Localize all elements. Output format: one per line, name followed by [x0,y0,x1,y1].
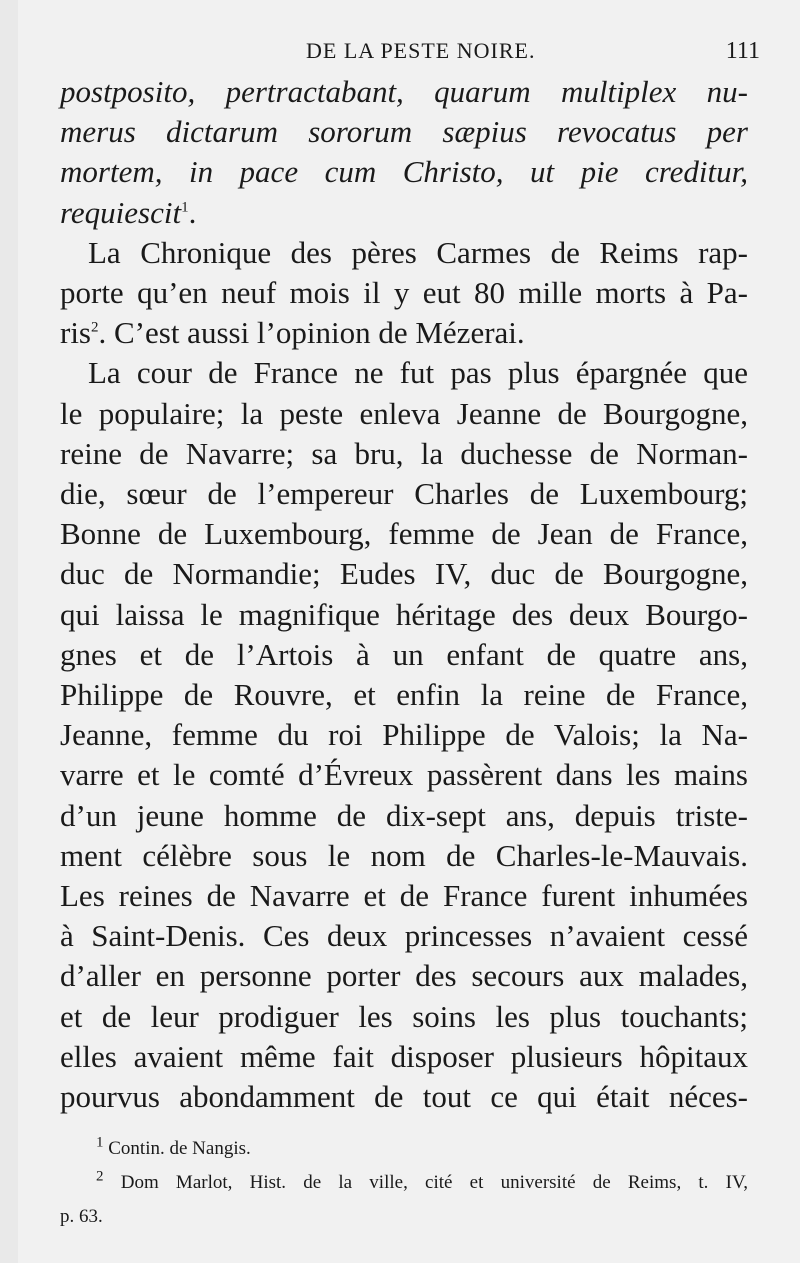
page-number: 111 [725,38,760,64]
text-line: varre et le comté d’Évreux passèrent dans les mains [60,757,748,793]
text-line: qui laissa le magnifique héritage des deux Bourgo- [60,596,748,632]
footnote-marker: 1 [96,1134,104,1151]
footnote-text: Dom Marlot, Hist. de la ville, cité et université de Reims, t. IV, [120,1172,748,1193]
text-line: ment célèbre sous le nom de Charles-le-Mauvais. [60,837,748,873]
text-line: Philippe de Rouvre, et enfin la reine de France, [60,677,748,713]
footnote-2 [60,1166,748,1200]
footnote-ref-2: 2 [91,319,99,336]
text-line: et de leur prodiguer les soins les plus touchants; [60,998,748,1034]
text-line: die, sœur de l’empereur Charles de Luxembourg; [60,476,748,512]
text-line: merus dictarum sororum sæpius revocatus per [60,114,748,150]
running-title: DE LA PESTE NOIRE. [306,38,536,63]
text-line: duc de Normandie; Eudes IV, duc de Bourgogne, [60,556,748,592]
footnote-2-continuation: p. 63. [60,1206,103,1227]
text-fragment: . [188,194,197,230]
text-fragment: requiescit [60,194,182,230]
text-line: Les reines de Navarre et de France furent inhumées [60,878,748,914]
text-line [60,313,748,353]
text-fragment: . C’est aussi l’opinion de Mézerai. [98,315,525,351]
footnote-1 [60,1132,748,1166]
text-line: porte qu’en neuf mois il y eut 80 mille morts à Pa- [60,275,748,311]
text-line: La cour de France ne fut pas plus épargnée que [88,355,748,391]
text-line: Jeanne, femme du roi Philippe de Valois; la Na- [60,717,748,753]
book-page [18,0,800,1263]
text-line: le populaire; la peste enleva Jeanne de Bourgogne, [60,395,748,431]
text-line [60,193,748,233]
text-line: gnes et de l’Artois à un enfant de quatre ans, [60,636,748,672]
text-line: reine de Navarre; sa bru, la duchesse de Norman- [60,435,748,471]
footnotes [60,1132,748,1234]
text-line: d’aller en personne porter des secours aux malades, [60,958,748,994]
footnote-marker: 2 [96,1168,104,1185]
text-fragment: ris [60,315,91,351]
text-line: à Saint-Denis. Ces deux princesses n’avaient cessé [60,918,748,954]
text-line: Bonne de Luxembourg, femme de Jean de France, [60,516,748,552]
text-line: elles avaient même fait disposer plusieurs hôpitaux [60,1038,748,1074]
footnote-ref-1: 1 [181,199,189,216]
text-line: d’un jeune homme de dix-sept ans, depuis triste- [60,797,748,833]
text-line: La Chronique des pères Carmes de Reims rap- [88,234,748,270]
text-line: pourvus abondamment de tout ce qui était néces- [60,1079,748,1115]
text-line: mortem, in pace cum Christo, ut pie creditur, [60,154,748,190]
text-line: postposito, pertractabant, quarum multiplex nu- [60,74,748,109]
footnote-text: Contin. de Nangis. [108,1138,251,1159]
body-text [60,72,748,1117]
